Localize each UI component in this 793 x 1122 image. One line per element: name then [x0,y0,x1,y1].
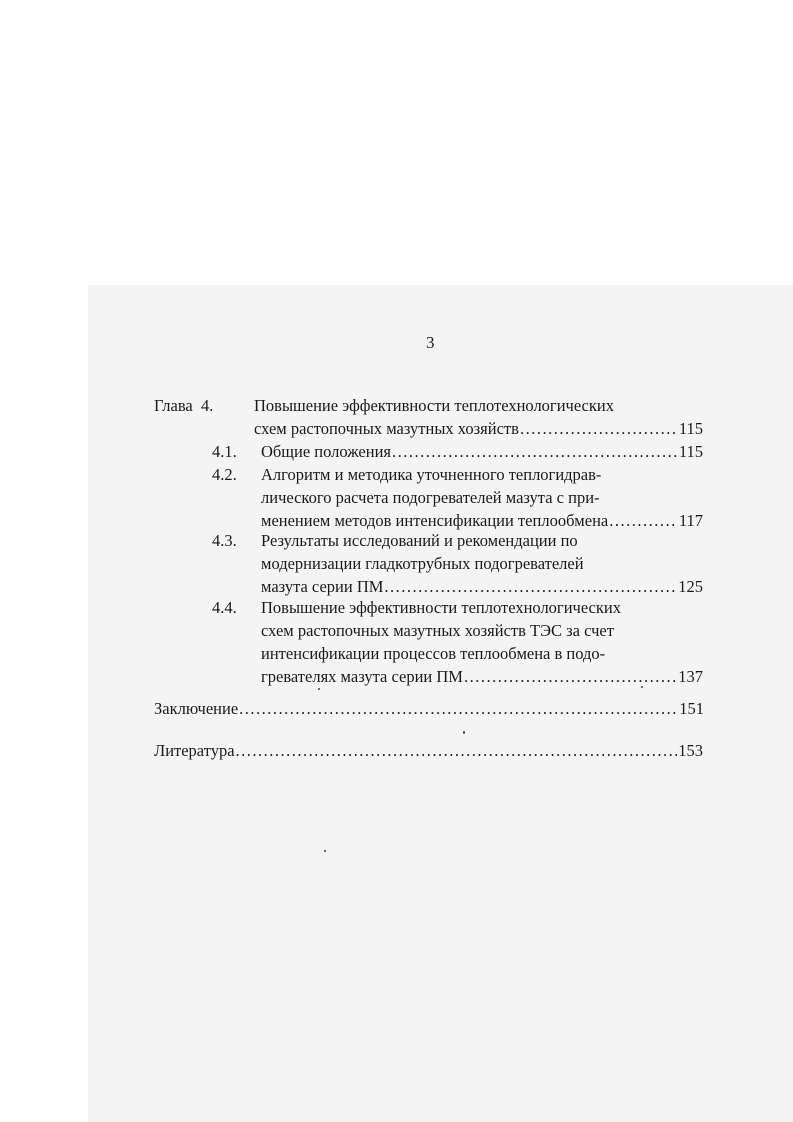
chapter-page: 115 [678,419,703,438]
references-entry[interactable] [154,741,703,761]
section-entry-4-3[interactable] [261,577,703,597]
dot-leader [236,741,678,761]
chapter-title-line2: схем растопочных мазутных хозяйств [254,419,519,438]
section-title-line: Результаты исследований и рекомендации по [261,531,578,550]
section-title-line: Повышение эффективности теплотехнологических [261,598,621,617]
section-number: 4.1. [212,442,237,461]
conclusion-entry[interactable] [154,699,704,719]
section-title-line: интенсификации процессов теплообмена в подо- [261,644,606,663]
section-title-line: мазута серии ПМ [261,577,384,596]
section-title-line: схем растопочных мазутных хозяйств ТЭС за счет [261,621,614,640]
conclusion-page: 151 [679,699,704,718]
section-title-line: гревателях мазута серии ПМ [261,667,463,686]
chapter-entry-line2[interactable] [254,419,703,439]
references-page: 153 [678,741,703,760]
section-title-line: Алгоритм и методика уточненного теплогидрав- [261,465,602,484]
section-entry-4-1[interactable] [261,442,703,462]
section-title-line: лического расчета подогревателей мазута с при- [261,488,600,507]
section-page: 117 [678,511,703,530]
section-entry-4-4[interactable] [261,667,703,687]
scan-speck [324,850,326,852]
dot-leader [464,667,677,687]
section-title: Общие положения [261,442,391,461]
section-page: 125 [678,577,703,596]
section-number: 4.4. [212,598,237,617]
chapter-number: 4. [201,396,214,415]
dot-leader [609,511,678,531]
section-number: 4.3. [212,531,237,550]
scan-speck [641,686,643,688]
dot-leader [239,699,678,719]
page-number: 3 [426,333,435,352]
conclusion-label: Заключение [154,699,239,718]
section-title-line: модернизации гладкотрубных подогревателей [261,554,584,573]
dot-leader [520,419,678,439]
chapter-label [154,396,213,416]
chapter-word: Глава [154,396,193,415]
references-label: Литература [154,741,235,760]
dot-leader [392,442,678,462]
dot-leader [384,577,677,597]
section-page: 115 [678,442,703,461]
section-number: 4.2. [212,465,237,484]
section-title-line: менением методов интенсификации теплообмена [261,511,609,530]
scan-speck [463,731,465,734]
chapter-title-line1: Повышение эффективности теплотехнологических [254,396,614,415]
scan-speck [318,688,320,690]
section-page: 137 [678,667,703,686]
section-entry-4-2[interactable] [261,511,703,531]
